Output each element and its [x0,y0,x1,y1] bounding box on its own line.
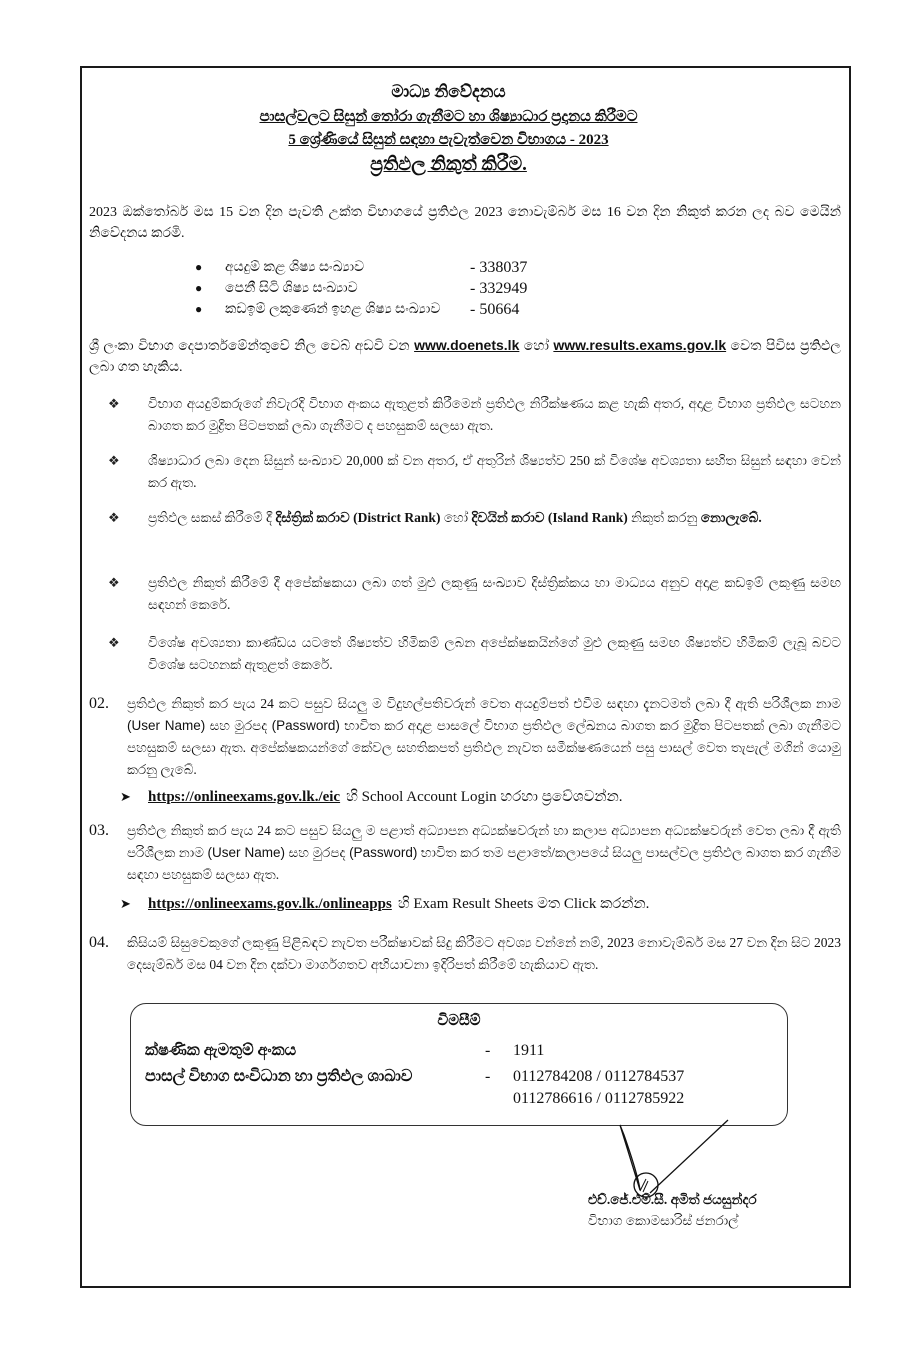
bullet-icon: ● [195,302,203,316]
note-text: විභාග අයදුම්කරුගේ නිවැරදි විභාග අංකය ඇතුළත් කිරීමෙන් ප්‍රතිඵල නිරීක්ෂණය කළ හැකි අතර, අදාළ විභාග ප්‍රතිඵල සටහන බාගත කර මුද්‍රිත පිටපතක් ලබා ගැනීමට ද පහසුකම් සලසා ඇත. [148,396,841,433]
onlineapps-instruction: හි Exam Result Sheets මත Click කරන්න. [397,896,650,912]
eic-link[interactable]: https://onlineexams.gov.lk./eic [148,788,341,805]
onlineapps-line [120,895,649,913]
subtitle-line-2: 5 ශ්‍රේණියේ සිසුන් සඳහා පැවැත්වෙන විභාගය - 2023 [288,132,609,148]
item-number: 02. [89,695,109,712]
contact-row [145,1090,684,1108]
district-rank-text: දිස්ත්‍රික් කරාව (District Rank) [275,510,441,525]
eic-login-line [120,788,623,806]
websites-or: හෝ [519,339,554,354]
password-text: (Password) [271,718,340,733]
stat-row [195,299,595,320]
note-post: නිකුත් කරනු [627,510,701,525]
bullet-icon: ● [195,281,203,295]
note-item [108,507,841,529]
numbered-item-04 [89,932,841,976]
note-text: ප්‍රතිඵල නිකුත් කිරීමේ දී අපේක්ෂකයා ලබා ගත් මුළු ලකුණු සංඛ්‍යාව දිස්ත්‍රික්කය හා මාධ්‍යය අනුව අදාළ කඩඉම් ලකුණු සමඟ සඳහන් කෙරේ. [148,575,841,612]
websites-prefix: ශ්‍රී ලංකා විභාග දෙපාර්තමේන්තුවේ නිල වෙබ් අඩවි වන [89,339,415,354]
item-pre: ප්‍රතිඵල නිකුත් කර පැය 24 කට පසුව සියලු ම පළාත් අධ්‍යාපන අධ්‍යක්ෂවරුන් හා කලාප අධ්‍යාපන අධ්‍යක්ෂවරුන් වෙත ලබා දී ඇති පරිශීලක නාම [127,823,841,860]
note-text: විශේෂ අවශ්‍යතා කාණ්ඩය යටතේ ශිෂ්‍යත්ව හිමිකම් ලබන අපේක්ෂකයින්ගේ මුළු ලකුණු සමඟ ශිෂ්‍යත්ව හිමිකම් ලැබූ බවට විශේෂ සටහනක් ඇතුළත් කෙරේ. [148,635,841,672]
item-text [127,820,841,886]
stat-value: - 338037 [470,258,528,276]
note-mid: හෝ [440,510,472,525]
results-exams-link[interactable]: www.results.exams.gov.lk [553,337,727,353]
media-release-title: මාධ්‍ය නිවේදනය [391,82,506,101]
note-item [108,393,841,437]
note-text: ශිෂ්‍යාධාර ලබා දෙන සිසුන් සංඛ්‍යාව 20,000 ක් වන අතර, ඒ අතුරින් ශිෂ්‍යත්ව 250 ක් විශේෂ අවශ්‍යතා සහිත සිසුන් සඳහා වෙන් කර ඇත. [148,453,841,490]
arrow-bullet-icon: ➤ [120,896,131,911]
item-mid: සහ මුරපද [284,845,350,860]
branch-phone-numbers: 0112786616 / 0112785922 [513,1090,685,1107]
doenets-link[interactable]: www.doenets.lk [414,337,520,353]
island-rank-text: දිවයින් කරාව (Island Rank) [471,510,628,525]
note-item [108,572,841,616]
onlineapps-link[interactable]: https://onlineexams.gov.lk./onlineapps [148,895,392,912]
username-text: (User Name) [127,718,206,733]
websites-suffix: වෙත පිවිස ප්‍රතිඵල ලබා ගත හැකිය. [89,339,841,375]
item-number: 03. [89,822,109,839]
inquiries-title: විමසීම් [437,1013,481,1029]
item-text: කිසියම් සිසුවෙකුගේ ලකුණු පිළිබඳව නැවත පරීක්ෂාවක් සිදු කිරීමට අවශ්‍ය වන්නේ නම්, 2023 නොවැම්බර් මස 27 වන දින සිට 2023 දෙසැම්බර් මස 04 වන දින දක්වා මාර්ගගතව අභියාචනා ඉදිරිපත් කිරීමේ හැකියාව ඇත. [127,935,841,972]
results-release-heading: ප්‍රතිඵල නිකුත් කිරීම. [370,154,527,175]
bullet-icon: ● [195,260,203,274]
note-item [108,632,841,676]
numbered-item-03 [89,820,841,886]
stat-value: - 50664 [470,300,520,318]
item-post: භාවිත කර අදාළ පාසලේ විභාග ප්‍රතිඵල ලේඛනය බාගත කර මුද්‍රිත පිටපතක් ලබා ගැනීමට පහසුකම් සලසා ඇත. අපේක්ෂකයන්ගේ කේවල සහතිකපත් ප්‍රතිඵල නැවත සමීක්ෂණයෙන් පසු පාසල් වෙත තැපැල් මගින් යොමු කරනු ලැබේ. [127,718,841,777]
note-pre: ප්‍රතිඵල සකස් කිරීමේ දී [148,510,276,525]
not-issued-text: නොලැබේ. [700,510,762,525]
signatory-name: එච්.ජේ.එම්.සී. අමිත් ජයසුන්දර [588,1192,757,1207]
note-item [108,450,841,494]
contact-dash [485,1090,513,1108]
contact-dash: - [485,1068,491,1085]
stat-row [195,278,595,299]
inquiries-box [130,1003,788,1126]
signatory-title: විභාග කොමසාරිස් ජනරාල් [588,1213,739,1228]
diamond-bullet-icon: ❖ [108,453,120,468]
websites-paragraph [89,335,841,378]
stat-value: - 332949 [470,279,528,297]
stat-label: අයදුම් කළ ශිෂ්‍ය සංඛ්‍යාව [225,259,365,275]
subtitle-line-1: පාසල්වලට සිසුන් තෝරා ගැනීමට හා ශිෂ්‍යාධාර ප්‍රදානය කිරීමට [259,109,638,125]
contact-dash: - [485,1042,491,1059]
diamond-bullet-icon: ❖ [108,396,120,411]
eic-instruction: හි School Account Login හරහා ප්‍රවේශවන්න. [346,789,623,805]
hotline-number: 1911 [513,1042,545,1059]
diamond-bullet-icon: ❖ [108,575,120,590]
contact-label: පාසල් විභාග සංවිධාන හා ප්‍රතිඵල ශාඛාව [145,1068,413,1085]
contact-row [145,1068,684,1086]
item-mid: සහ මුරපද [205,718,272,733]
password-text: (Password) [349,845,418,860]
contact-label [145,1090,485,1108]
username-text: (User Name) [207,845,285,860]
stat-row [195,257,595,278]
diamond-bullet-icon: ❖ [108,510,120,525]
numbered-item-02 [89,693,841,781]
item-post: භාවිත කර තම පළාතේ/කලාපයේ සියලු පාසල්වල ප්‍රතිඵල බාගත කර ගැනීම සඳහා පහසුකම් සලසා ඇත. [127,845,841,882]
arrow-bullet-icon: ➤ [120,789,131,804]
item-pre: ප්‍රතිඵල නිකුත් කර පැය 24 කට පසුව සියලු ම විදුහල්පතිවරුන් වෙත අයදුම්පත් එවීම සඳහා දැනටමත් ලබා දී ඇති පරිශීලක නාම [127,696,841,711]
branch-phone-numbers: 0112784208 / 0112784537 [513,1068,685,1085]
stat-label: පෙනී සිටි ශිෂ්‍ය සංඛ්‍යාව [225,280,358,296]
item-text [127,693,841,781]
intro-paragraph: 2023 ඔක්තෝබර් මස 15 වන දින පැවති උක්ත විභාගයේ ප්‍රතිඵල 2023 නොවැම්බර් මස 16 වන දින නිකුත් කරන ලද බව මෙයින් නිවේදනය කරමි. [89,205,841,241]
note-text [148,507,841,529]
contact-label: ක්ෂණික ඇමතුම් අංකය [145,1042,297,1059]
stat-label: කඩඉම් ලකුණෙන් ඉහළ ශිෂ්‍ය සංඛ්‍යාව [225,301,441,317]
contact-row [145,1042,544,1060]
item-number: 04. [89,934,109,951]
statistics-list [195,257,595,320]
diamond-bullet-icon: ❖ [108,635,120,650]
